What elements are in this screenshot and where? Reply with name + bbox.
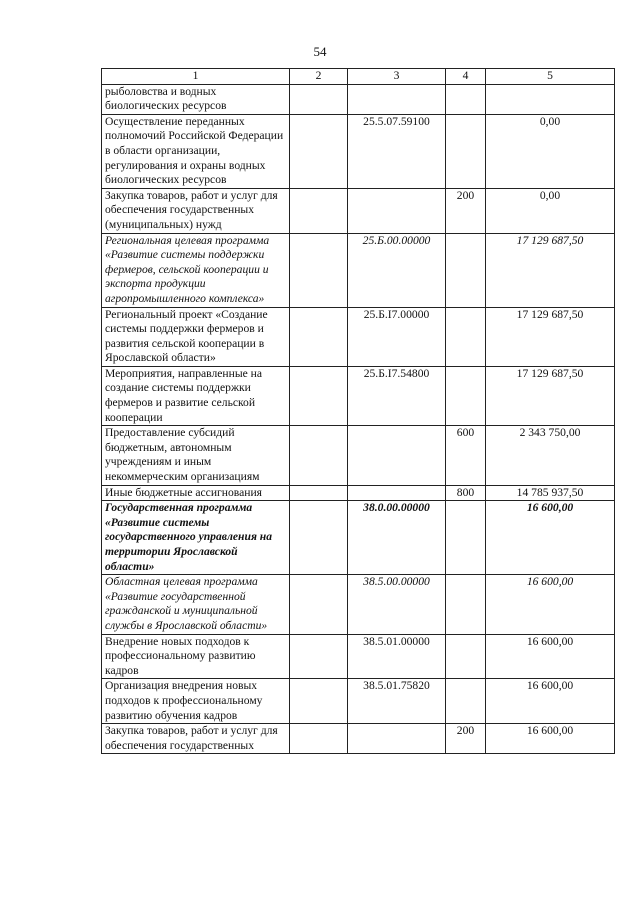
row-amount-cell: 16 600,00 bbox=[486, 724, 615, 754]
row-col2-cell bbox=[290, 501, 348, 575]
row-code-cell: 38.5.00.00000 bbox=[348, 575, 446, 634]
row-amount-cell: 16 600,00 bbox=[486, 501, 615, 575]
row-name-cell: Осуществление переданных полномочий Российской Федерации в области организации, регулирования и охраны водных биологических ресурсов bbox=[102, 114, 290, 188]
header-cell: 1 bbox=[102, 69, 290, 85]
row-name-cell: рыболовства и водных биологических ресурсов bbox=[102, 84, 290, 114]
header-cell: 4 bbox=[446, 69, 486, 85]
row-col2-cell bbox=[290, 307, 348, 366]
table-row bbox=[102, 575, 615, 634]
row-col2-cell bbox=[290, 634, 348, 679]
row-code-cell: 38.5.01.75820 bbox=[348, 679, 446, 724]
row-col2-cell bbox=[290, 575, 348, 634]
row-amount-cell: 17 129 687,50 bbox=[486, 307, 615, 366]
row-type-cell bbox=[446, 114, 486, 188]
page-number: 54 bbox=[313, 44, 327, 59]
table-row bbox=[102, 114, 615, 188]
row-name-cell: Региональный проект «Создание системы поддержки фермеров и развития сельской кооперации в Ярославской области» bbox=[102, 307, 290, 366]
table-row bbox=[102, 188, 615, 233]
row-code-cell bbox=[348, 485, 446, 501]
row-col2-cell bbox=[290, 366, 348, 425]
row-code-cell: 25.Б.00.00000 bbox=[348, 233, 446, 307]
row-amount-cell: 14 785 937,50 bbox=[486, 485, 615, 501]
row-code-cell: 25.Б.I7.54800 bbox=[348, 366, 446, 425]
row-amount-cell: 17 129 687,50 bbox=[486, 233, 615, 307]
row-type-cell bbox=[446, 233, 486, 307]
row-col2-cell bbox=[290, 485, 348, 501]
row-name-cell: Внедрение новых подходов к профессиональному развитию кадров bbox=[102, 634, 290, 679]
row-name-cell: Иные бюджетные ассигнования bbox=[102, 485, 290, 501]
row-name-cell: Предоставление субсидий бюджетным, автономным учреждениям и иным некоммерческим организациям bbox=[102, 426, 290, 485]
row-type-cell bbox=[446, 307, 486, 366]
row-code-cell bbox=[348, 724, 446, 754]
row-col2-cell bbox=[290, 188, 348, 233]
header-cell: 3 bbox=[348, 69, 446, 85]
row-name-cell: Государственная программа «Развитие системы государственного управления на территории Ярославской области» bbox=[102, 501, 290, 575]
row-type-cell: 200 bbox=[446, 724, 486, 754]
header-cell: 5 bbox=[486, 69, 615, 85]
row-col2-cell bbox=[290, 114, 348, 188]
row-col2-cell bbox=[290, 426, 348, 485]
header-cell: 2 bbox=[290, 69, 348, 85]
row-amount-cell: 16 600,00 bbox=[486, 679, 615, 724]
row-type-cell: 200 bbox=[446, 188, 486, 233]
row-code-cell: 25.5.07.59100 bbox=[348, 114, 446, 188]
row-type-cell: 800 bbox=[446, 485, 486, 501]
table-row bbox=[102, 485, 615, 501]
row-amount-cell: 2 343 750,00 bbox=[486, 426, 615, 485]
row-name-cell: Организация внедрения новых подходов к профессиональному развитию обучения кадров bbox=[102, 679, 290, 724]
row-code-cell bbox=[348, 84, 446, 114]
row-name-cell: Мероприятия, направленные на создание системы поддержки фермеров и развитие сельской кооперации bbox=[102, 366, 290, 425]
row-code-cell: 25.Б.I7.00000 bbox=[348, 307, 446, 366]
table-row bbox=[102, 307, 615, 366]
table-row bbox=[102, 724, 615, 754]
table-row bbox=[102, 679, 615, 724]
row-type-cell bbox=[446, 634, 486, 679]
row-amount-cell: 16 600,00 bbox=[486, 634, 615, 679]
row-code-cell: 38.5.01.00000 bbox=[348, 634, 446, 679]
table-row bbox=[102, 84, 615, 114]
row-col2-cell bbox=[290, 84, 348, 114]
row-type-cell bbox=[446, 575, 486, 634]
table-row bbox=[102, 501, 615, 575]
table-row bbox=[102, 634, 615, 679]
row-code-cell: 38.0.00.00000 bbox=[348, 501, 446, 575]
row-col2-cell bbox=[290, 724, 348, 754]
row-name-cell: Региональная целевая программа «Развитие системы поддержки фермеров, сельской кооперации и экспорта продукции агропромышленного комплекса» bbox=[102, 233, 290, 307]
row-type-cell bbox=[446, 679, 486, 724]
header-row bbox=[102, 69, 615, 85]
row-amount-cell: 0,00 bbox=[486, 188, 615, 233]
table-row bbox=[102, 366, 615, 425]
row-name-cell: Закупка товаров, работ и услуг для обеспечения государственных bbox=[102, 724, 290, 754]
row-code-cell bbox=[348, 426, 446, 485]
table-row bbox=[102, 233, 615, 307]
table-row bbox=[102, 426, 615, 485]
row-type-cell: 600 bbox=[446, 426, 486, 485]
row-code-cell bbox=[348, 188, 446, 233]
row-name-cell: Закупка товаров, работ и услуг для обеспечения государственных (муниципальных) нужд bbox=[102, 188, 290, 233]
row-amount-cell: 17 129 687,50 bbox=[486, 366, 615, 425]
row-col2-cell bbox=[290, 233, 348, 307]
row-type-cell bbox=[446, 501, 486, 575]
row-name-cell: Областная целевая программа «Развитие государственной гражданской и муниципальной службы в Ярославской области» bbox=[102, 575, 290, 634]
row-amount-cell: 0,00 bbox=[486, 114, 615, 188]
row-amount-cell bbox=[486, 84, 615, 114]
row-type-cell bbox=[446, 366, 486, 425]
row-type-cell bbox=[446, 84, 486, 114]
row-amount-cell: 16 600,00 bbox=[486, 575, 615, 634]
row-col2-cell bbox=[290, 679, 348, 724]
budget-table bbox=[101, 68, 615, 754]
